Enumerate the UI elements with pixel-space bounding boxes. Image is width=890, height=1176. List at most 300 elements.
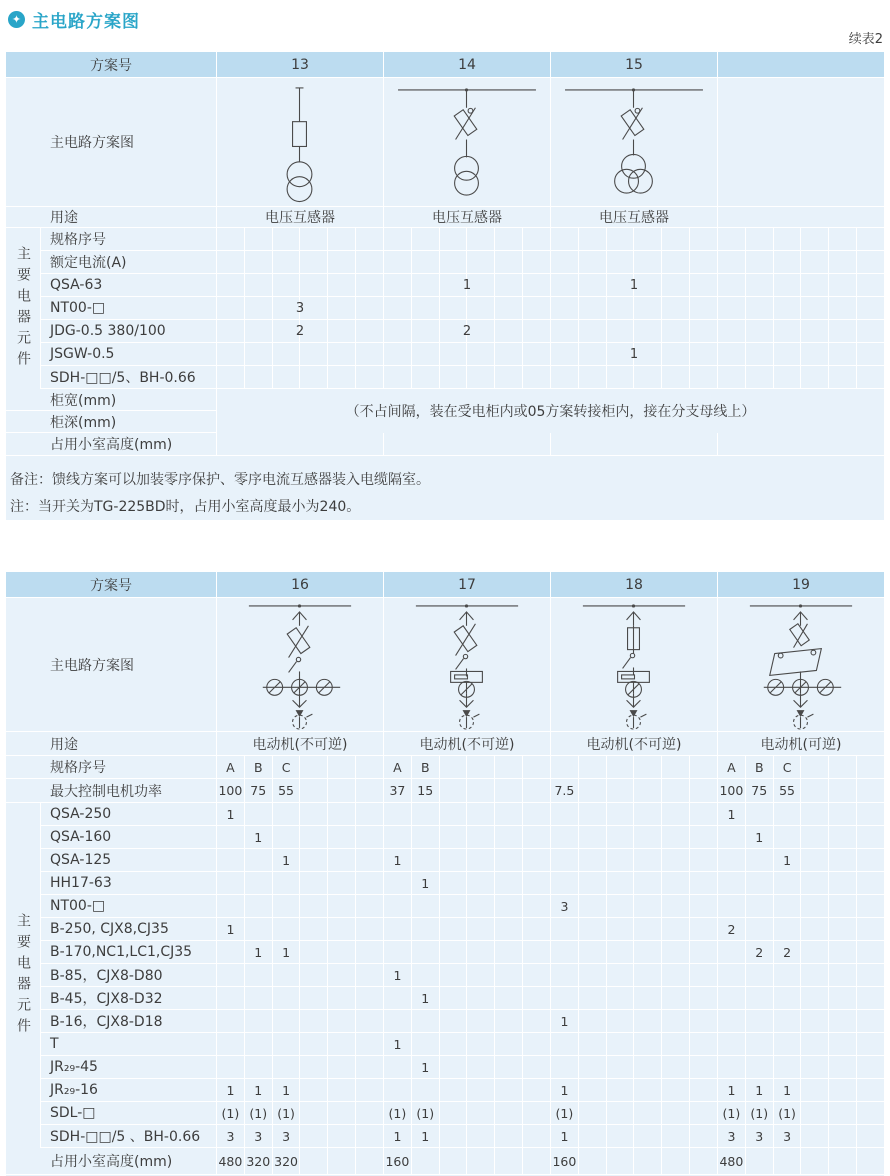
grid-slot [800,849,828,871]
grid-slot [578,872,606,894]
grid-slot [578,297,606,319]
grid-slot [355,251,383,273]
grid-slot [689,320,717,342]
grid-slot [718,1010,745,1032]
grid-slot [856,1148,884,1174]
grid-slot [689,756,717,778]
grid-slot [384,941,411,963]
grid-slot: 1 [244,826,272,848]
grid-slot [689,228,717,250]
grid-slot: 3 [560,898,569,914]
grid-slot [689,1125,717,1147]
grid-slot: 55 [773,779,801,802]
grid-slot [522,941,550,963]
table-row [6,274,884,297]
grid-slot [551,872,578,894]
scheme-number: 15 [550,52,717,77]
table-cell [383,297,550,319]
grid-slot [299,1125,327,1147]
table-row [6,779,884,803]
table-cell [550,918,717,940]
grid-slot [466,1056,494,1078]
grid-slot [327,964,355,986]
grid-slot [327,895,355,917]
grid-slot [244,1033,272,1055]
grid-slot [439,366,467,388]
grid-slot [244,872,272,894]
grid-slot [718,343,745,365]
grid-slot [661,1033,689,1055]
grid-slot [439,803,467,825]
grid-slot: (1) [221,1105,240,1121]
table-row [6,251,884,274]
grid-slot [494,1079,522,1101]
table-cell [717,872,884,894]
grid-slot [411,297,439,319]
grid-slot [244,964,272,986]
table-cell [216,297,383,319]
grid-slot [578,320,606,342]
grid-slot [299,274,327,296]
grid-slot: (1) [272,1102,300,1124]
grid-slot [633,251,661,273]
grid-slot [578,803,606,825]
grid-slot [578,941,606,963]
grid-slot [800,803,828,825]
table-cell [383,941,550,963]
grid-slot [551,366,578,388]
grid-slot [355,228,383,250]
grid-slot [633,1125,661,1147]
grid-slot [856,320,884,342]
grid-slot [606,251,634,273]
grid-slot [551,964,578,986]
grid-slot [828,1102,856,1124]
grid-slot [439,1010,467,1032]
grid-slot [551,756,578,778]
circuit-diagram-14 [383,78,550,206]
grid-slot [689,803,717,825]
grid-slot: 2 [727,921,736,937]
table-cell [717,895,884,917]
grid-slot [606,987,634,1009]
grid-slot [773,1010,801,1032]
grid-slot: 1 [411,1056,439,1078]
table-cell [383,320,550,342]
grid-slot [661,872,689,894]
grid-slot [272,964,300,986]
grid-slot [355,803,383,825]
table-row [6,849,884,872]
grid-slot [466,872,494,894]
grid-slot [828,872,856,894]
grid-slot: 37 [389,783,406,798]
grid-slot [633,320,661,342]
circuit-diagram-13 [216,78,383,206]
table-cell [717,987,884,1009]
grid-slot [522,803,550,825]
grid-slot [689,1010,717,1032]
scheme-number: 17 [383,572,550,597]
grid-slot [606,895,634,917]
row-label: B-170,NC1,LC1,CJ35 [50,944,193,960]
table-cell [717,941,884,963]
grid-slot [633,964,661,986]
grid-slot [578,987,606,1009]
grid-slot [828,343,856,365]
grid-slot [494,964,522,986]
table-cell [216,320,383,342]
table-cell [550,1079,717,1101]
table-cell [717,826,884,848]
row-label: 规格序号 [50,232,106,248]
cell-value: 2 [295,323,305,339]
table-row [6,297,884,320]
grid-slot [689,1079,717,1101]
grid-slot: 1 [773,849,801,871]
grid-slot [856,366,884,388]
grid-slot: 320 [272,1148,300,1174]
grid-slot: 100 [218,783,243,798]
grid-slot [466,1102,494,1124]
table-cell [717,964,884,986]
grid-slot [299,803,327,825]
table-cell [383,918,550,940]
grid-slot [689,826,717,848]
grid-slot [606,779,634,802]
grid-slot [689,366,717,388]
table-row [6,964,884,987]
grid-slot [384,297,411,319]
grid-slot [327,228,355,250]
table-cell [383,1148,550,1174]
grid-slot [217,895,244,917]
row-label: HH17-63 [50,875,112,891]
grid-slot [800,756,828,778]
grid-slot [522,297,550,319]
table-cell: 电压互感器 [383,207,550,227]
grid-slot [327,756,355,778]
grid-slot [522,918,550,940]
grid-slot [272,1033,300,1055]
grid-slot [327,826,355,848]
grid-slot [466,895,494,917]
grid-slot [718,895,745,917]
grid-slot [828,366,856,388]
grid-slot [494,228,522,250]
table-cell [550,756,717,778]
scheme-table-16-19 [6,572,884,1176]
table-cell [216,251,383,273]
grid-slot [411,228,439,250]
grid-slot [299,826,327,848]
grid-slot [773,803,801,825]
grid-slot [689,941,717,963]
table-cell [550,941,717,963]
row-label: QSA-250 [50,806,112,822]
table-cell [717,779,884,802]
grid-slot [633,228,661,250]
grid-slot [800,1102,828,1124]
grid-slot [244,849,272,871]
table-cell [216,987,383,1009]
grid-slot [689,872,717,894]
table-cell [717,1148,884,1174]
grid-slot [551,826,578,848]
table-cell [550,803,717,825]
grid-slot [800,826,828,848]
grid-slot [745,803,773,825]
grid-slot [494,872,522,894]
grid-slot [494,1102,522,1124]
row-label: 方案号 [90,57,132,74]
grid-slot: (1) [722,1105,741,1121]
grid-slot [689,895,717,917]
grid-slot [800,964,828,986]
grid-slot [856,849,884,871]
grid-slot [718,251,745,273]
table-cell: 电动机(可逆) [717,732,884,755]
grid-slot [689,297,717,319]
grid-slot: A [393,759,402,775]
grid-slot [856,1056,884,1078]
grid-slot [327,1056,355,1078]
grid-slot [439,343,467,365]
row-label: QSA-160 [50,829,112,845]
grid-slot [272,1010,300,1032]
table-cell [717,803,884,825]
grid-slot [384,1056,411,1078]
grid-slot [522,826,550,848]
cell-value: 3 [295,300,305,316]
grid-slot [689,987,717,1009]
grid-slot [828,849,856,871]
grid-slot [718,366,745,388]
grid-slot [522,228,550,250]
grid-slot [327,872,355,894]
grid-slot [384,987,411,1009]
grid-slot [217,1056,244,1078]
grid-slot [745,964,773,986]
grid-slot [745,228,773,250]
grid-slot: C [272,756,300,778]
grid-slot [745,251,773,273]
grid-slot: (1) [745,1102,773,1124]
grid-slot: (1) [773,1102,801,1124]
circuit-diagram-16 [216,598,383,731]
grid-slot: (1) [388,1105,407,1121]
grid-slot [633,1010,661,1032]
grid-slot [272,228,300,250]
grid-slot [828,297,856,319]
grid-slot [800,1033,828,1055]
grid-slot [355,1033,383,1055]
grid-slot [272,987,300,1009]
scheme-number: 18 [550,572,717,597]
grid-slot [272,343,300,365]
grid-slot [439,1079,467,1101]
table-16-19 [6,572,884,1175]
grid-slot [466,826,494,848]
grid-slot [661,228,689,250]
grid-slot: 75 [745,779,773,802]
grid-slot [661,895,689,917]
section-title [8,7,140,32]
grid-slot [745,849,773,871]
circuit-diagram-17 [383,598,550,731]
grid-slot [355,779,383,802]
row-label: 占用小室高度(mm) [50,1154,173,1170]
row-label: B-250, CJX8,CJ35 [50,921,169,937]
grid-slot: B [411,756,439,778]
grid-slot [522,251,550,273]
grid-slot [355,941,383,963]
grid-slot [551,941,578,963]
grid-slot [272,826,300,848]
grid-slot [355,366,383,388]
grid-slot [244,803,272,825]
table-cell [550,297,717,319]
grid-slot [466,251,494,273]
grid-slot: 1 [560,1013,569,1029]
grid-slot [217,849,244,871]
grid-slot [272,803,300,825]
grid-slot [856,1102,884,1124]
grid-slot: (1) [555,1105,574,1121]
table-cell [216,895,383,917]
table-cell [383,849,550,871]
grid-slot [718,987,745,1009]
row-label: 额定电流(A) [50,255,127,271]
grid-slot: 1 [560,1128,569,1144]
table-row [6,987,884,1010]
grid-slot: 3 [272,1125,300,1147]
grid-slot: 1 [411,1125,439,1147]
grid-slot [411,1010,439,1032]
table-row [6,598,884,732]
grid-slot: 1 [272,1079,300,1101]
grid-slot [578,918,606,940]
grid-slot [522,964,550,986]
grid-slot [327,366,355,388]
grid-slot [439,1125,467,1147]
grid-slot: (1) [411,1102,439,1124]
grid-slot [384,251,411,273]
grid-slot [551,803,578,825]
grid-slot [718,826,745,848]
table-cell [383,803,550,825]
grid-slot [355,849,383,871]
row-label: 方案号 [90,577,132,594]
grid-slot: 1 [773,1079,801,1101]
table-row [6,207,884,228]
grid-slot [355,964,383,986]
table-cell [550,1010,717,1032]
grid-slot: 3 [745,1125,773,1147]
grid-slot [578,1148,606,1174]
grid-slot [773,297,801,319]
grid-slot [633,826,661,848]
grid-slot [828,918,856,940]
row-label: 规格序号 [50,760,106,776]
table-cell [717,1010,884,1032]
grid-slot [272,1056,300,1078]
grid-slot [606,872,634,894]
table-cell [216,918,383,940]
grid-slot [411,849,439,871]
grid-slot: 1 [745,1079,773,1101]
grid-slot [299,941,327,963]
grid-slot [773,964,801,986]
grid-slot [244,1010,272,1032]
table-cell [717,1102,884,1124]
table-cell [550,1056,717,1078]
table-cell [383,1125,550,1147]
cell-value: 1 [629,277,639,293]
grid-slot [689,849,717,871]
page-title: 主电路方案图 [32,12,140,32]
grid-slot [800,918,828,940]
grid-slot: 3 [727,1128,736,1144]
table-cell [717,366,884,388]
grid-slot: 1 [393,1036,402,1052]
grid-slot [856,228,884,250]
grid-slot [466,1125,494,1147]
grid-slot [745,872,773,894]
grid-slot [828,320,856,342]
grid-slot [800,987,828,1009]
table-cell [550,251,717,273]
grid-slot [689,1056,717,1078]
grid-slot [828,941,856,963]
grid-slot [494,918,522,940]
table-cell [383,964,550,986]
table-cell [550,343,717,365]
grid-slot [494,941,522,963]
grid-slot: 320 [244,1148,272,1174]
grid-slot [773,872,801,894]
grid-slot [439,228,467,250]
grid-slot: 1 [393,967,402,983]
table-cell [216,1079,383,1101]
grid-slot [800,228,828,250]
grid-slot [606,1148,634,1174]
table-row [6,1148,884,1175]
grid-slot [299,849,327,871]
grid-slot [466,366,494,388]
grid-slot [828,756,856,778]
grid-slot: A [727,759,736,775]
grid-slot [551,320,578,342]
scheme-number [717,52,884,77]
grid-slot [494,779,522,802]
table-row [6,1056,884,1079]
table-cell [383,366,550,388]
scheme-number: 13 [216,52,383,77]
grid-slot [551,987,578,1009]
table-cell: 电压互感器 [550,207,717,227]
grid-slot [606,756,634,778]
grid-slot [633,779,661,802]
table-cell [550,872,717,894]
grid-slot [828,1079,856,1101]
grid-slot [606,320,634,342]
grid-slot [551,228,578,250]
row-label: 占用小室高度(mm) [50,437,173,453]
grid-slot: 3 [226,1128,235,1144]
grid-slot [606,964,634,986]
grid-slot [299,779,327,802]
